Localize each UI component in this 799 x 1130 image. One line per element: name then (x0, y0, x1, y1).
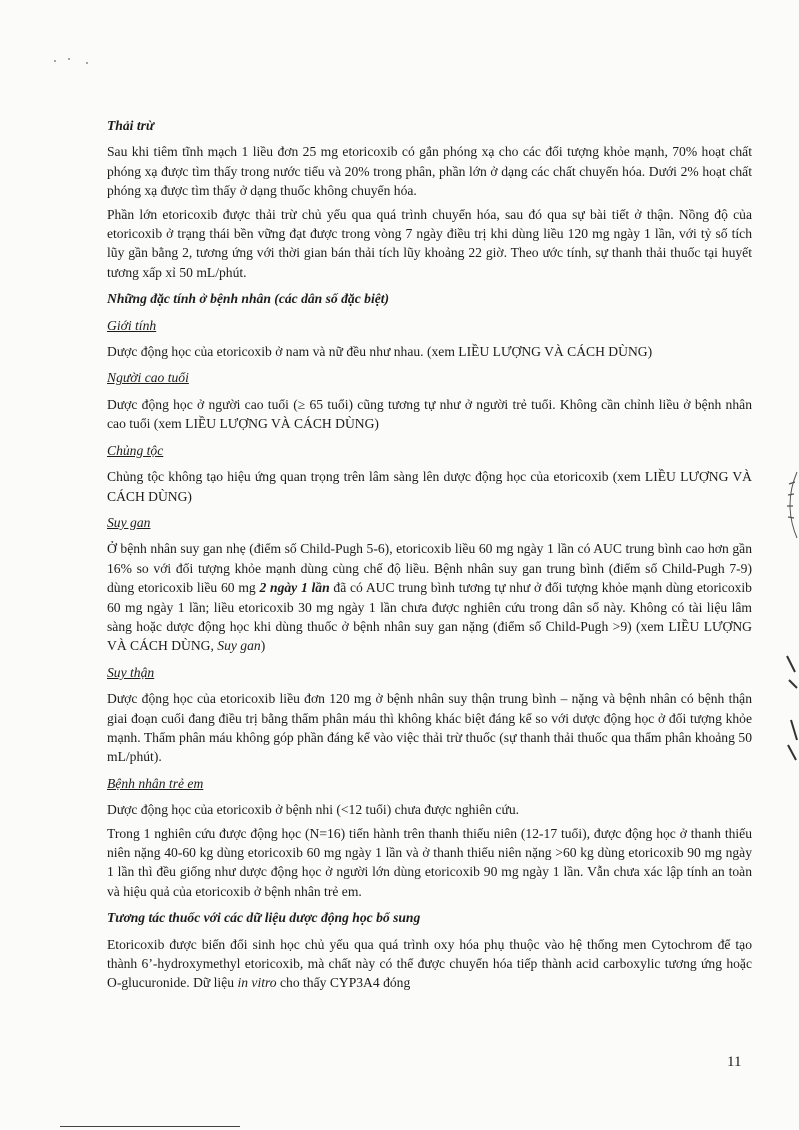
paragraph-elderly: Dược động học ở người cao tuổi (≥ 65 tuổi) cũng tương tự như ở người trẻ tuổi. Không cần chỉnh liều ở bệnh nhân cao tuổi (xem LIỀU LƯỢNG VÀ CÁCH DÙNG) (107, 396, 752, 432)
subsection-title-elderly: Người cao tuổi (107, 370, 189, 386)
paragraph-pediatric-1: Dược động học của etoricoxib ở bệnh nhi (<12 tuổi) chưa được nghiên cứu. (107, 802, 520, 818)
hepatic-text-end: ) (260, 638, 266, 654)
hepatic-emphasis: 2 ngày 1 lần (259, 580, 330, 596)
interactions-text-2: cho thấy CYP3A4 đóng (276, 975, 411, 991)
section-title-elimination: Thải trừ (107, 118, 155, 133)
paragraph-gender: Dược động học của etoricoxib ở nam và nữ đều như nhau. (xem LIỀU LƯỢNG VÀ CÁCH DÙNG) (107, 344, 653, 360)
interactions-text-1: Etoricoxib được biến đổi sinh học chủ yếu qua quá trình oxy hóa phụ thuộc vào hệ thống men Cytochrom để tạo thành 6’-hydroxymethyl etoricoxib, mà chất này có thể được chuyển hóa tiếp thành acid carboxylic tương ứng hoặc O-glucuronide. Dữ liệu (107, 936, 752, 991)
interactions-emphasis: in vitro (237, 975, 277, 991)
subsection-title-pediatric: Bệnh nhân trẻ em (107, 775, 204, 791)
hepatic-reference: Suy gan (217, 638, 261, 654)
section-title-interactions: Tương tác thuốc với các dữ liệu dược động học bổ sung (107, 910, 421, 926)
paragraph-pediatric-2: Trong 1 nghiên cứu được động học (N=16) tiến hành trên thanh thiếu niên (12-17 tuổi), được động học ở thanh thiếu niên nặng 40-60 kg dùng etoricoxib 60 mg ngày 1 lần và ở thanh thiếu niên nặng >60 kg dùng etoricoxib 90 mg ngày 1 lần thì đều giống như dược động học ở người lớn dùng etoricoxib 90 mg ngày 1 lần. Vẫn chưa xác lập tính an toàn và hiệu quả của etoricoxib ở bệnh nhân trẻ em. (107, 825, 752, 899)
paragraph-race: Chủng tộc không tạo hiệu ứng quan trọng trên lâm sàng lên dược động học của etoricoxib (xem LIỀU LƯỢNG VÀ CÁCH DÙNG) (107, 469, 752, 504)
paragraph-elimination-1: Sau khi tiêm tĩnh mạch 1 liều đơn 25 mg etoricoxib có gắn phóng xạ cho các đối tượng khỏe mạnh, 70% hoạt chất phóng xạ được tìm thấy trong nước tiểu và 20% trong phân, phần lớn ở dạng các chất chuyển hóa. Dưới 2% hoạt chất phóng xạ được tìm thấy ở dạng thuốc không chuyển hóa. (107, 144, 752, 199)
paragraph-renal: Dược động học của etoricoxib liều đơn 120 mg ở bệnh nhân suy thận trung bình – nặng và bệnh nhân có bệnh thận giai đoạn cuối đang điều trị bằng thẩm phân máu thì không khác biệt đáng kể so với dược động học ở đối tượng khỏe mạnh. Thẩm phân máu không góp phần đáng kể vào việc thải trừ thuốc (sự thanh thải thuốc qua thẩm phân khoảng 50 mL/phút). (107, 691, 752, 765)
paragraph-elimination-2: Phần lớn etoricoxib được thải trừ chủ yếu qua quá trình chuyển hóa, sau đó qua sự bài tiết ở thận. Nồng độ của etoricoxib ở trạng thái bền vững đạt được trong vòng 7 ngày điều trị khi dùng liều 120 mg ngày 1 lần, với tỷ số tích lũy gần bằng 2, tương ứng với thời gian bán thải tích lũy khoảng 22 giờ. Theo ước tính, sự thanh thải thuốc tại huyết tương xấp xỉ 50 mL/phút. (107, 206, 752, 280)
hepatic-text-1: Ở bệnh nhân suy gan nhẹ (điểm số Child-Pugh 5-6), etoricoxib liều 60 mg ngày 1 lần có AUC trung bình cao hơn gần 16% so với đối tượng khỏe mạnh dùng cùng chế độ liều. Bệnh nhân suy gan trung bình (điểm số Child-Pugh 7-9) dùng etoricoxib liều 60 mg (107, 541, 752, 596)
subsection-title-gender: Giới tính (107, 317, 157, 333)
footer-rule (60, 1126, 240, 1127)
hepatic-text-2: đã có AUC trung bình tương tự như ở đối tượng khỏe mạnh dùng etoricoxib 60 mg ngày 1 lần; liều etoricoxib 30 mg ngày 1 lần chưa được nghiên cứu trong dân số này. Không có tài liệu lâm sàng hoặc dược động học khi dùng thuốc ở bệnh nhân suy gan nặng (điểm số Child-Pugh >9) (xem LIỀU LƯỢNG VÀ CÁCH DÙNG, (107, 580, 752, 654)
paragraph-hepatic (107, 539, 752, 655)
subsection-title-hepatic: Suy gan (107, 514, 151, 530)
scan-speck (86, 62, 88, 64)
page-number: 11 (727, 1054, 742, 1070)
document-body (107, 116, 752, 1000)
scan-speck (68, 58, 70, 60)
scan-speck (54, 60, 56, 62)
subsection-title-race: Chủng tộc (107, 442, 164, 458)
stamp-fragment (777, 470, 799, 540)
section-title-special-populations: Những đặc tính ở bệnh nhân (các dân số đặc biệt) (107, 291, 390, 307)
paragraph-interactions (107, 935, 752, 993)
stamp-fragment (783, 650, 799, 770)
subsection-title-renal: Suy thận (107, 664, 155, 680)
